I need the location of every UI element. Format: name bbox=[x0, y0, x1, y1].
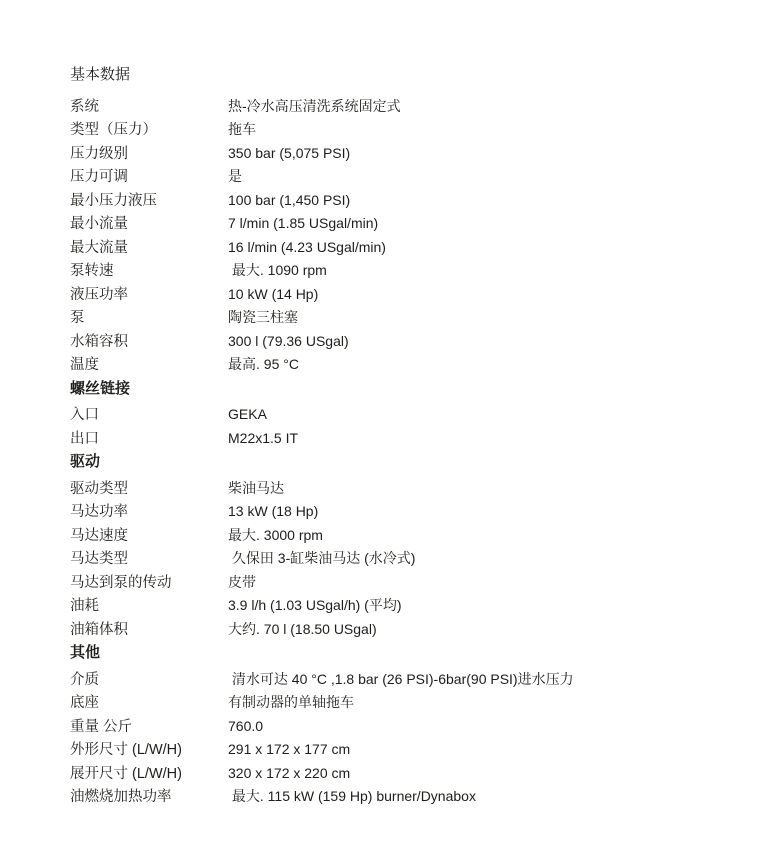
spec-value: 大约. 70 l (18.50 USgal) bbox=[228, 620, 377, 637]
section-drive bbox=[70, 450, 742, 641]
spec-value: 10 kW (14 Hp) bbox=[228, 285, 319, 302]
spec-label: 类型（压力） bbox=[70, 122, 157, 138]
spec-row-unfolded-dimensions bbox=[70, 762, 742, 786]
spec-value: 是 bbox=[228, 168, 242, 184]
spec-row-drive-type bbox=[70, 477, 742, 501]
spec-label: 油燃烧加热功率 bbox=[70, 789, 172, 805]
spec-value: 有制动器的单轴拖车 bbox=[228, 694, 354, 710]
spec-row-max-flow bbox=[70, 236, 742, 260]
spec-value: 13 kW (18 Hp) bbox=[228, 503, 319, 519]
spec-label: 马达到泵的传动 bbox=[70, 574, 172, 591]
spec-label: 压力级别 bbox=[70, 145, 128, 162]
section-basic-data bbox=[70, 63, 742, 377]
spec-label: 油箱体积 bbox=[70, 621, 128, 638]
spec-value: 陶瓷三柱塞 bbox=[228, 309, 298, 325]
spec-row-fuel-tank-volume bbox=[70, 618, 742, 642]
spec-row-inlet bbox=[70, 403, 742, 427]
spec-value: 最大. 1090 rpm bbox=[228, 262, 327, 278]
spec-value: 柴油马达 bbox=[228, 479, 284, 496]
spec-row-oil-burner-heating-power bbox=[70, 785, 742, 809]
spec-row-tank-volume bbox=[70, 330, 742, 354]
spec-value: 320 x 172 x 220 cm bbox=[228, 764, 351, 781]
spec-row-pressure-class bbox=[70, 142, 742, 166]
spec-label: 油耗 bbox=[70, 598, 99, 614]
spec-value: M22x1.5 IT bbox=[228, 429, 299, 446]
spec-row-hydraulic-power bbox=[70, 283, 742, 307]
spec-row-motor-type bbox=[70, 547, 742, 571]
spec-label: 出口 bbox=[70, 430, 99, 447]
spec-label: 底座 bbox=[70, 695, 99, 711]
spec-value: 350 bar (5,075 PSI) bbox=[228, 144, 351, 161]
spec-label: 马达速度 bbox=[70, 527, 128, 544]
spec-row-motor-power bbox=[70, 500, 742, 524]
spec-row-pump-speed bbox=[70, 259, 742, 283]
spec-label: 展开尺寸 (L/W/H) bbox=[70, 765, 182, 782]
spec-label: 入口 bbox=[70, 407, 99, 423]
spec-row-dimensions bbox=[70, 738, 742, 762]
spec-label: 水箱容积 bbox=[70, 333, 128, 350]
section-title-screw-connection: 螺丝链接 bbox=[70, 379, 131, 397]
spec-label: 泵 bbox=[70, 310, 85, 326]
spec-value: 最大. 3000 rpm bbox=[228, 526, 323, 543]
spec-row-medium bbox=[70, 668, 742, 692]
spec-label: 重量 公斤 bbox=[70, 718, 133, 735]
section-other bbox=[70, 641, 742, 809]
spec-value: 拖车 bbox=[228, 121, 256, 137]
spec-value: 100 bar (1,450 PSI) bbox=[228, 191, 351, 208]
spec-label: 压力可调 bbox=[70, 169, 128, 185]
spec-row-fuel-consumption bbox=[70, 594, 742, 618]
spec-value: 7 l/min (1.85 USgal/min) bbox=[228, 215, 379, 231]
spec-row-base bbox=[70, 691, 742, 715]
spec-label: 外形尺寸 (L/W/H) bbox=[70, 742, 182, 758]
spec-value: 清水可达 40 °C ,1.8 bar (26 PSI)-6bar(90 PSI)进水压力 bbox=[228, 670, 574, 687]
section-screw-connection bbox=[70, 377, 742, 451]
spec-label: 介质 bbox=[70, 671, 99, 688]
spec-value: 291 x 172 x 177 cm bbox=[228, 741, 351, 757]
spec-row-outlet bbox=[70, 427, 742, 451]
spec-label: 马达功率 bbox=[70, 504, 128, 520]
spec-value: 久保田 3-缸柴油马达 (水冷式) bbox=[228, 550, 416, 566]
spec-row-weight-kg bbox=[70, 715, 742, 739]
spec-label: 系统 bbox=[70, 98, 99, 115]
spec-row-min-pressure bbox=[70, 189, 742, 213]
spec-value: 皮带 bbox=[228, 573, 256, 590]
spec-row-type-pressure bbox=[70, 118, 742, 142]
spec-label: 最小流量 bbox=[70, 216, 128, 232]
section-title-basic-data: 基本数据 bbox=[70, 66, 131, 83]
spec-label: 驱动类型 bbox=[70, 480, 128, 497]
spec-value: 最高. 95 °C bbox=[228, 356, 299, 372]
section-title-other: 其他 bbox=[70, 644, 101, 661]
spec-label: 最大流量 bbox=[70, 239, 128, 256]
spec-value: 16 l/min (4.23 USgal/min) bbox=[228, 238, 386, 255]
spec-label: 温度 bbox=[70, 357, 99, 373]
spec-value: 最大. 115 kW (159 Hp) burner/Dynabox bbox=[228, 788, 476, 804]
spec-label: 泵转速 bbox=[70, 263, 114, 279]
spec-label: 液压功率 bbox=[70, 286, 128, 303]
spec-row-system bbox=[70, 95, 742, 119]
spec-row-pump bbox=[70, 306, 742, 330]
spec-row-motor-pump-transmission bbox=[70, 571, 742, 595]
spec-value: 3.9 l/h (1.03 USgal/h) (平均) bbox=[228, 597, 402, 613]
spec-row-temperature bbox=[70, 353, 742, 377]
spec-value: 760.0 bbox=[228, 717, 264, 734]
spec-value: 300 l (79.36 USgal) bbox=[228, 332, 349, 349]
spec-value: 热-冷水高压清洗系统固定式 bbox=[228, 97, 401, 114]
spec-row-pressure-adjustable bbox=[70, 165, 742, 189]
spec-row-motor-speed bbox=[70, 524, 742, 548]
spec-row-min-flow bbox=[70, 212, 742, 236]
section-title-drive: 驱动 bbox=[70, 453, 101, 470]
spec-label: 马达类型 bbox=[70, 551, 128, 567]
spec-label: 最小压力液压 bbox=[70, 192, 157, 209]
spec-value: GEKA bbox=[228, 406, 267, 422]
